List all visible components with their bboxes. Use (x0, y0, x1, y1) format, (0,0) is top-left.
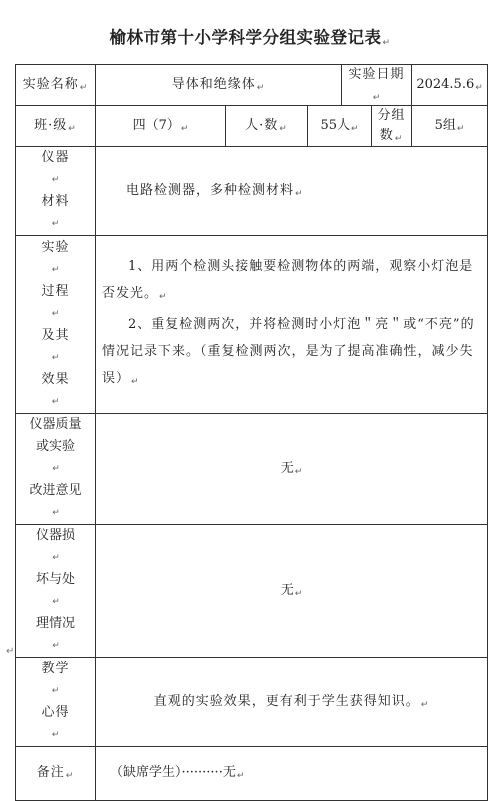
row-damage (16, 525, 488, 658)
row-remark (16, 747, 488, 801)
experiment-name-value: 导体和绝缘体↵ (96, 65, 342, 106)
experiment-date-label: 实验日期↵ (342, 65, 412, 106)
row-process (16, 236, 488, 414)
row-quality (16, 414, 488, 525)
damage-label: 仪器损 ↵ 坏与处 ↵ 理情况 ↵ (16, 525, 96, 658)
groups-label: 分组数↵ (372, 106, 412, 147)
remark-label: 备注↵ (16, 747, 96, 801)
row-class-info (16, 106, 488, 147)
quality-value: 无↵ (96, 414, 488, 525)
row-experiment-name (16, 65, 488, 106)
experiment-name-label: 实验名称↵ (16, 65, 96, 106)
groups-value: 5组↵ (412, 106, 488, 147)
process-value (96, 236, 488, 414)
class-label: 班·级↵ (16, 106, 96, 147)
insight-label: 教学 ↵ 心得 ↵ (16, 658, 96, 747)
quality-label: 仪器质量 或实验 ↵ 改进意见 ↵ (16, 414, 96, 525)
process-step-2: 2、重复检测两次，并将检测时小灯泡＂亮＂或“不亮”的情况记录下来。（重复检测两次，是为了提高准确性，减少失误）↵ (102, 317, 475, 387)
damage-value: 无↵ (96, 525, 488, 658)
title-text: 榆林市第十小学科学分组实验登记表 (109, 28, 382, 47)
page-title (0, 24, 500, 48)
class-value: 四（7）↵ (96, 106, 226, 147)
row-insight (16, 658, 488, 747)
row-equipment (16, 147, 488, 236)
paragraph-mark-icon: ↵ (6, 646, 15, 657)
count-value: 55人↵ (308, 106, 372, 147)
insight-value: 直观的实验效果，更有利于学生获得知识。↵ (96, 658, 488, 747)
equipment-value: 电路检测器，多种检测材料↵ (96, 147, 488, 236)
process-label: 实验 ↵ 过程 ↵ 及其 ↵ 效果 ↵ (16, 236, 96, 414)
experiment-date-value: 2024.5.6↵ (412, 65, 488, 106)
remark-value: （缺席学生）··········无↵ (96, 747, 488, 801)
paragraph-mark-icon: ↵ (382, 38, 391, 48)
equipment-label: 仪器 ↵ 材料 ↵ (16, 147, 96, 236)
process-step-1: 1、用两个检测头接触要检测物体的两端，观察小灯泡是否发光。↵ (102, 259, 474, 302)
count-label: 人·数↵ (226, 106, 308, 147)
experiment-record-table (15, 64, 488, 801)
